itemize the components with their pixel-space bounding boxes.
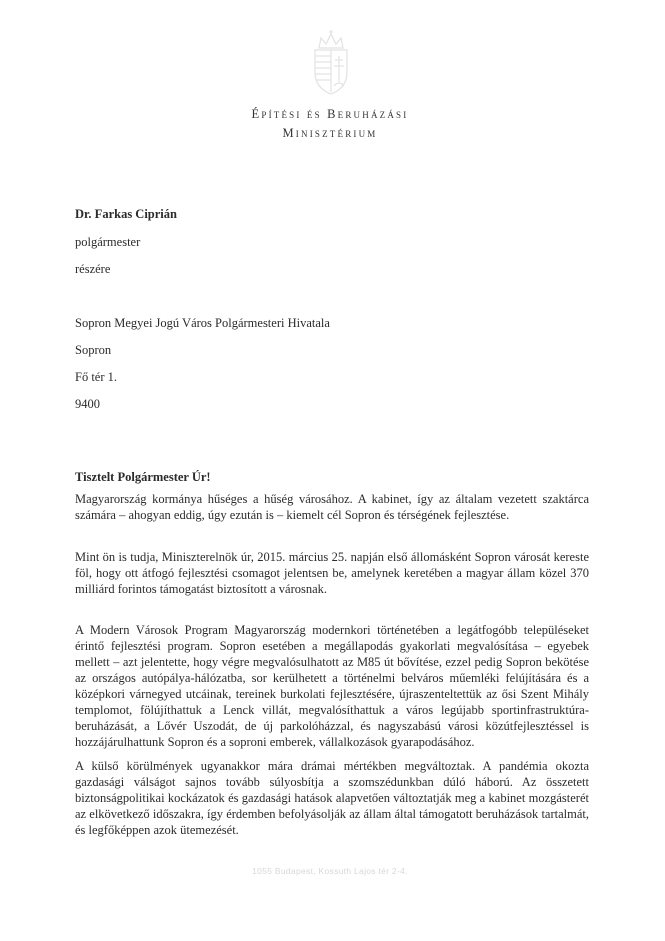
- recipient-title: polgármester: [75, 235, 141, 249]
- recipient-office: Sopron Megyei Jogú Város Polgármesteri Hivatala: [75, 316, 330, 330]
- salutation: Tisztelt Polgármester Úr!: [75, 470, 211, 484]
- recipient-street: Fő tér 1.: [75, 370, 118, 384]
- recipient-city: Sopron: [75, 343, 112, 357]
- ministry-name-line2: Minisztérium: [282, 126, 378, 140]
- paragraph-4: A külső körülmények ugyanakkor mára drámai mértékben megváltoztak. A pandémia okozta gazdasági válságot sajnos tovább súlyosbítja a szomszédunkban dúló háború. Az összetett biztonságpolitikai kockázatok és gazdasági hatások alapvetően változtatják meg a kabinet mozgásterét az elkövetkező időszakra, így érdemben befolyásolják az állam által támogatott beruházások tartalmát, és legfőképpen azok ütemezését.: [75, 759, 589, 837]
- paragraph-1: Magyarország kormánya hűséges a hűség városához. A kabinet, így az általam vezetett szaktárca számára – ahogyan eddig, úgy ezután is – kiemelt cél Sopron és térségének fejlesztése.: [75, 492, 589, 522]
- recipient-attention: részére: [75, 262, 111, 276]
- coat-of-arms-icon: [303, 28, 359, 96]
- recipient-name: Dr. Farkas Ciprián: [75, 207, 177, 221]
- footer-address: 1055 Budapest, Kossuth Lajos tér 2-4.: [252, 866, 408, 876]
- paragraph-2: Mint ön is tudja, Miniszterelnök úr, 2015. március 25. napján első állomásként Sopron városát kereste föl, hogy ott átfogó fejlesztési csomagot jelentsen be, amelynek keretében a magyar állam közel 370 milliárd forintos támogatást biztosított a városnak.: [75, 550, 589, 596]
- ministry-name-line1: Építési és Beruházási: [251, 107, 409, 121]
- recipient-postcode: 9400: [75, 397, 100, 411]
- paragraph-3: A Modern Városok Program Magyarország modernkori történetében a legátfogóbb településeket érintő fejlesztési program. Sopron esetében a megállapodás gyakorlati megvalósítása – egyebek mellett – azt jelentette, hogy végre megvalósulhatott az M85 út bővítése, ezzel pedig Sopron bekötése az országos autópálya-hálózatba, sor kerülhetett a történelmi belváros műemléki felújítására és a középkori várnegyed utcáinak, tereinek burkolati fejlesztésére, újraszenteltettük az ősi Szent Mihály templomot, fölújíthattuk a Lenck villát, megvalósíthattuk a város legújabb sportinfrastruktúra-beruházását, a Lővér Uszodát, de új parkolóházzal, és nagyszabású városi közútfejlesztéssel is hozzájárulhattunk Sopron és a soproni emberek, vállalkozások gyarapodásához.: [75, 623, 589, 749]
